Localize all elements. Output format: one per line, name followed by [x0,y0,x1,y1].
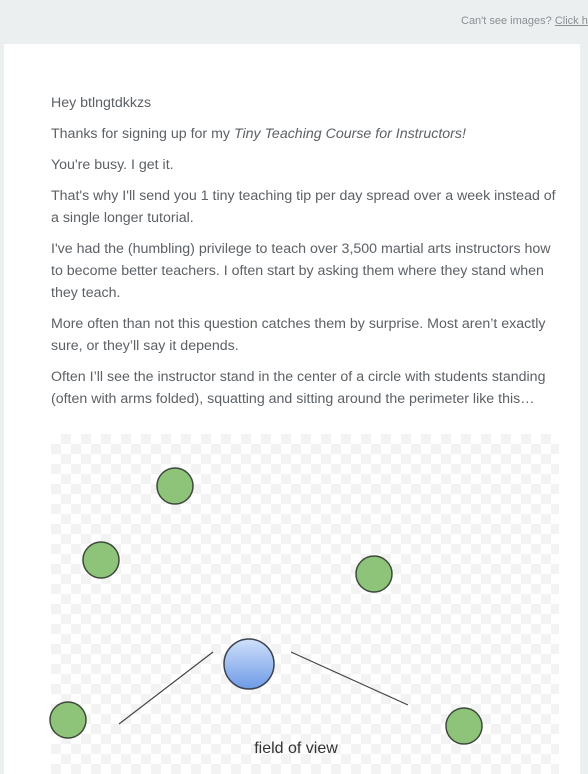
student-figure [157,468,193,504]
email-card [4,44,580,774]
view-in-browser-link[interactable]: Click h [554,15,588,27]
field-of-view-line-right [291,652,408,705]
paragraph-tips: That's why I'll send you 1 tiny teaching tip per day spread over a week instead of a single longer tutorial. [51,188,556,226]
student-figure [83,542,119,578]
preheader-bar [0,0,588,44]
paragraph-surprise: More often than not this question catches them by surprise. Most aren’t exactly sure, or they’ll say it depends. [51,316,546,354]
student-figure [50,702,86,738]
signup-text: Thanks for signing up for my [51,126,234,142]
preheader-label: Can't see images? [461,15,552,27]
paragraph-signup [51,123,563,145]
student-figure [356,556,392,592]
course-title: Tiny Teaching Course for Instructors! [233,126,466,142]
instructor-figure [224,639,274,689]
preheader-text [461,15,588,27]
paragraph-circle: Often I’ll see the instructor stand in the center of a circle with students standing (often with arms folded), squatting and sitting around the perimeter like this… [51,369,546,407]
student-figure [446,708,482,744]
diagram-graphic [51,434,559,774]
diagram-caption: field of view [254,740,338,757]
greeting: Hey btlngtdkkzs [51,95,152,111]
paragraph-privilege: I've had the (humbling) privilege to teach over 3,500 martial arts instructors how to become better teachers. I often start by asking them where they stand when they teach. [51,241,551,301]
field-of-view-diagram [51,434,559,774]
paragraph-busy: You're busy. I get it. [51,157,174,173]
email-body [51,92,563,419]
field-of-view-line-left [119,652,213,724]
